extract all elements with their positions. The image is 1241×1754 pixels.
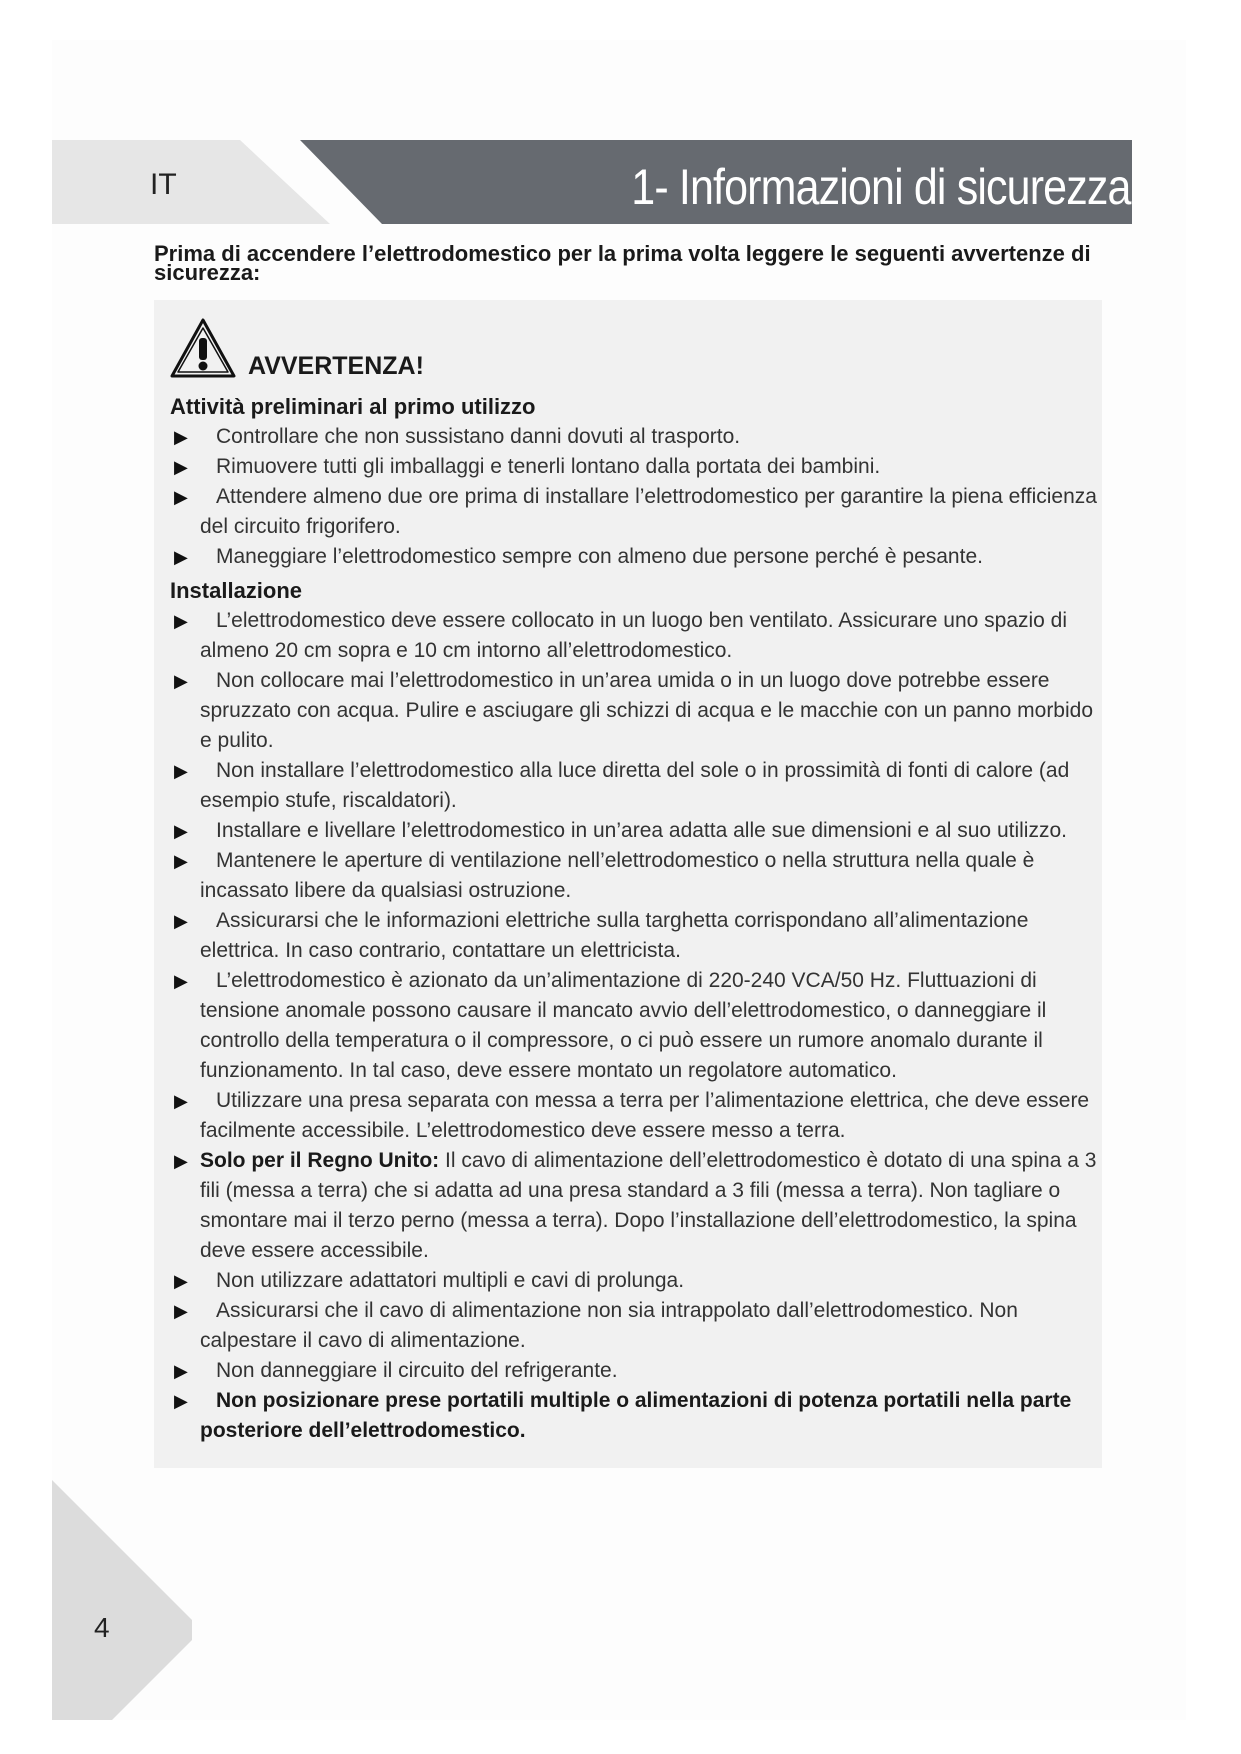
- list-item-text: [200, 1296, 1100, 1356]
- list-item-text: [200, 846, 1100, 906]
- bullet-arrow-icon: ▶: [174, 1271, 188, 1291]
- list-item-body: Rimuovere tutti gli imballaggi e tenerli lontano dalla portata dei bambini.: [216, 455, 881, 478]
- list-item-body: Controllare che non sussistano danni dovuti al trasporto.: [216, 425, 741, 448]
- list-item-body: Installare e livellare l’elettrodomestico in un’area adatta alle sue dimensioni e al suo utilizzo.: [216, 819, 1067, 842]
- bullet-arrow-icon: ▶: [174, 1301, 188, 1321]
- list-item: [170, 482, 1100, 542]
- section-title: Attività preliminari al primo utilizzo: [170, 394, 536, 419]
- list-item: [170, 846, 1100, 906]
- bullet-arrow-icon: ▶: [174, 911, 188, 931]
- list-item-text: [200, 816, 1100, 846]
- list-item-text: [200, 606, 1100, 666]
- list-item: [170, 666, 1100, 756]
- bullet-arrow-icon: ▶: [174, 1361, 188, 1381]
- page-title: 1- Informazioni di sicurezza: [631, 159, 1131, 215]
- bullet-arrow-icon: ▶: [174, 761, 188, 781]
- list-item: [170, 1146, 1100, 1266]
- list-item: [170, 1386, 1100, 1446]
- list-item: [170, 422, 1100, 452]
- list-item: [170, 1356, 1100, 1386]
- list-item-lead: Solo per il Regno Unito:: [200, 1149, 440, 1172]
- list-item-body: L’elettrodomestico deve essere collocato in un luogo ben ventilato. Assicurare uno spazio di almeno 20 cm sopra e 10 cm intorno all’elettrodomestico.: [200, 609, 1068, 662]
- list-item-text: [200, 666, 1100, 756]
- list-item-body: Maneggiare l’elettrodomestico sempre con almeno due persone perché è pesante.: [216, 545, 983, 568]
- list-item-body: Il cavo di alimentazione dell’elettrodomestico è dotato di una spina a 3 fili (messa a terra) che si adatta ad una presa standard a 3 fili (messa a terra). Non tagliare o smontare mai il terzo perno (messa a terra). Dopo l’installazione dell’elettrodomestico, la spina deve essere accessibile.: [200, 1149, 1097, 1262]
- list-item-body: Non danneggiare il circuito del refrigerante.: [216, 1359, 618, 1382]
- bullet-arrow-icon: ▶: [174, 457, 188, 477]
- list-item: [170, 606, 1100, 666]
- list-item-text: [200, 1146, 1100, 1266]
- list-item-body: Non installare l’elettrodomestico alla luce diretta del sole o in prossimità di fonti di calore (ad esempio stufe, riscaldatori).: [200, 759, 1070, 812]
- bullet-arrow-icon: ▶: [174, 611, 188, 631]
- bullet-arrow-icon: ▶: [174, 671, 188, 691]
- list-item-text: [200, 1086, 1100, 1146]
- warning-content: [170, 388, 1100, 1446]
- list-item-text: [200, 1266, 1100, 1296]
- warning-triangle-icon: [168, 316, 238, 380]
- list-item: [170, 756, 1100, 816]
- list-item: [170, 1266, 1100, 1296]
- list-item-text: [200, 482, 1100, 542]
- list-item-body: Assicurarsi che il cavo di alimentazione non sia intrappolato dall’elettrodomestico. Non calpestare il cavo di alimentazione.: [200, 1299, 1018, 1352]
- list-item-body: Mantenere le aperture di ventilazione nell’elettrodomestico o nella struttura nella quale è incassato libere da qualsiasi ostruzione.: [200, 849, 1035, 902]
- section-title: Installazione: [170, 578, 303, 603]
- bullet-arrow-icon: ▶: [174, 851, 188, 871]
- list-item: [170, 966, 1100, 1086]
- list-item-body: Attendere almeno due ore prima di installare l’elettrodomestico per garantire la piena efficienza del circuito frigorifero.: [200, 485, 1097, 538]
- intro-text: Prima di accendere l’elettrodomestico per la prima volta leggere le seguenti avvertenze di sicurezza:: [154, 241, 1091, 285]
- page-corner-tab: [52, 1480, 202, 1720]
- list-item: [170, 542, 1100, 572]
- bullet-arrow-icon: ▶: [174, 1151, 188, 1171]
- bullet-arrow-icon: ▶: [174, 821, 188, 841]
- bullet-arrow-icon: ▶: [174, 427, 188, 447]
- list-item-text: [200, 422, 1100, 452]
- bullet-arrow-icon: ▶: [174, 487, 188, 507]
- list-item: [170, 452, 1100, 482]
- bullet-arrow-icon: ▶: [174, 1091, 188, 1111]
- list-item-text: [200, 906, 1100, 966]
- list-item-body: Non collocare mai l’elettrodomestico in un’area umida o in un luogo dove potrebbe essere spruzzato con acqua. Pulire e asciugare gli schizzi di acqua e le macchie con un panno morbido e pulito.: [200, 669, 1094, 752]
- list-item-text: [200, 966, 1100, 1086]
- list-item-body: L’elettrodomestico è azionato da un’alimentazione di 220-240 VCA/50 Hz. Fluttuazioni di tensione anomale possono causare il mancato avvio dell’elettrodomestico, o danneggiare il controllo della temperatura o il compressore, o ci può essere un rumore anomalo durante il funzionamento. In tal caso, deve essere montato un regolatore automatico.: [200, 969, 1047, 1082]
- list-item-text: [200, 756, 1100, 816]
- warning-title: AVVERTENZA!: [248, 352, 424, 380]
- list-item-body: Non posizionare prese portatili multiple o alimentazioni di potenza portatili nella parte posteriore dell’elettrodomestico.: [200, 1389, 1072, 1442]
- bullet-arrow-icon: ▶: [174, 971, 188, 991]
- list-item-body: Assicurarsi che le informazioni elettriche sulla targhetta corrispondano all’alimentazione elettrica. In caso contrario, contattare un elettricista.: [200, 909, 1029, 962]
- list-item: [170, 816, 1100, 846]
- list-item: [170, 906, 1100, 966]
- page-number: 4: [94, 1612, 110, 1643]
- list-item-body: Non utilizzare adattatori multipli e cavi di prolunga.: [216, 1269, 685, 1292]
- list-item: [170, 1086, 1100, 1146]
- bullet-arrow-icon: ▶: [174, 547, 188, 567]
- list-item-text: [200, 542, 1100, 572]
- list-item-text: [200, 452, 1100, 482]
- list-item-text: [200, 1386, 1100, 1446]
- bullet-arrow-icon: ▶: [174, 1391, 188, 1411]
- list-item: [170, 1296, 1100, 1356]
- language-code: IT: [150, 168, 177, 201]
- warning-box: [154, 300, 1102, 1468]
- list-item-text: [200, 1356, 1100, 1386]
- list-item-body: Utilizzare una presa separata con messa a terra per l’alimentazione elettrica, che deve essere facilmente accessibile. L’elettrodomestico deve essere messo a terra.: [200, 1089, 1090, 1142]
